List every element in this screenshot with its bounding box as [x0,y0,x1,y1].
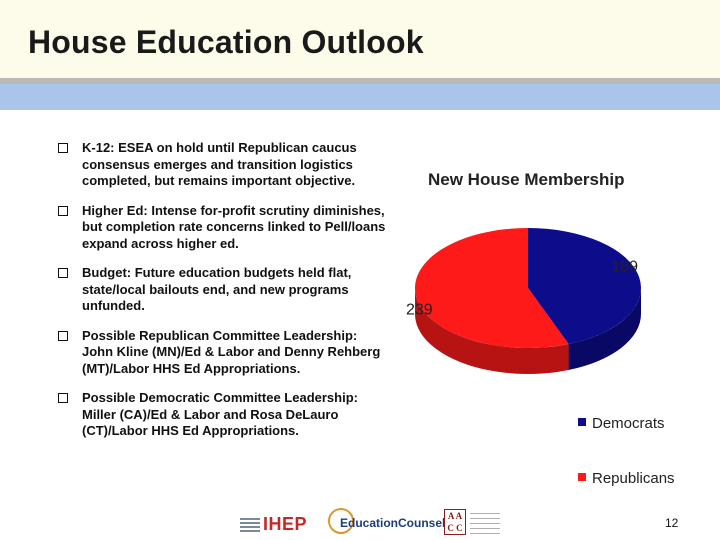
ihep-mark-icon [240,518,260,532]
bullet-list [58,140,388,453]
checkbox-bullet-icon [58,393,68,403]
checkbox-bullet-icon [58,268,68,278]
checkbox-bullet-icon [58,143,68,153]
slide-title: House Education Outlook [28,24,424,60]
legend-item-republicans [578,470,675,487]
bullet-text: Possible Republican Committee Leadership: John Kline (MN)/Ed & Labor and Denny Rehberg (MT)/Labor HHS Ed Appropriations. [82,327,381,376]
legend-swatch [578,418,586,426]
bullet-text: Possible Democratic Committee Leadership: Miller (CA)/Ed & Labor and Rosa DeLauro (CT)/Labor HHS Ed Appropriations. [82,390,358,438]
bullet-text: Higher Ed: Intense for-profit scrutiny diminishes, but completion rate concerns linked to Pell/loans expand across higher ed. [82,202,386,251]
education-counsel-logo: EducationCounsel [340,516,446,530]
bullet-item [58,140,388,190]
legend-swatch [578,473,586,481]
bullet-text: K-12: ESEA on hold until Republican caucus consensus emerges and transition logistics completed, but remains important objective. [82,140,357,188]
checkbox-bullet-icon [58,206,68,216]
slide-header [0,0,720,84]
header-accent-band [0,84,720,110]
checkbox-bullet-icon [58,331,68,341]
pie-value-label: 239 [405,301,433,319]
bullet-item [58,328,388,378]
bullet-item [58,390,388,440]
pie-slices [415,228,641,348]
legend-label: Republicans [592,470,675,487]
ihep-logo-text: IHEP [263,514,308,534]
legend-label: Democrats [592,415,665,432]
bullet-item [58,265,388,315]
aacc-logo: A A C C [444,509,466,535]
footer-logos [240,508,500,538]
chart-title: New House Membership [428,170,625,189]
ihep-logo [240,514,307,535]
page-number: 12 [665,516,679,530]
pie-chart [405,228,648,388]
bullet-text: Budget: Future education budgets held flat, state/local bailouts end, and new programs unfunded. [82,265,352,313]
aacc-logo-text [470,510,500,534]
bullet-item [58,203,388,253]
legend-item-democrats [578,415,665,432]
pie-value-label: 189 [611,258,639,276]
